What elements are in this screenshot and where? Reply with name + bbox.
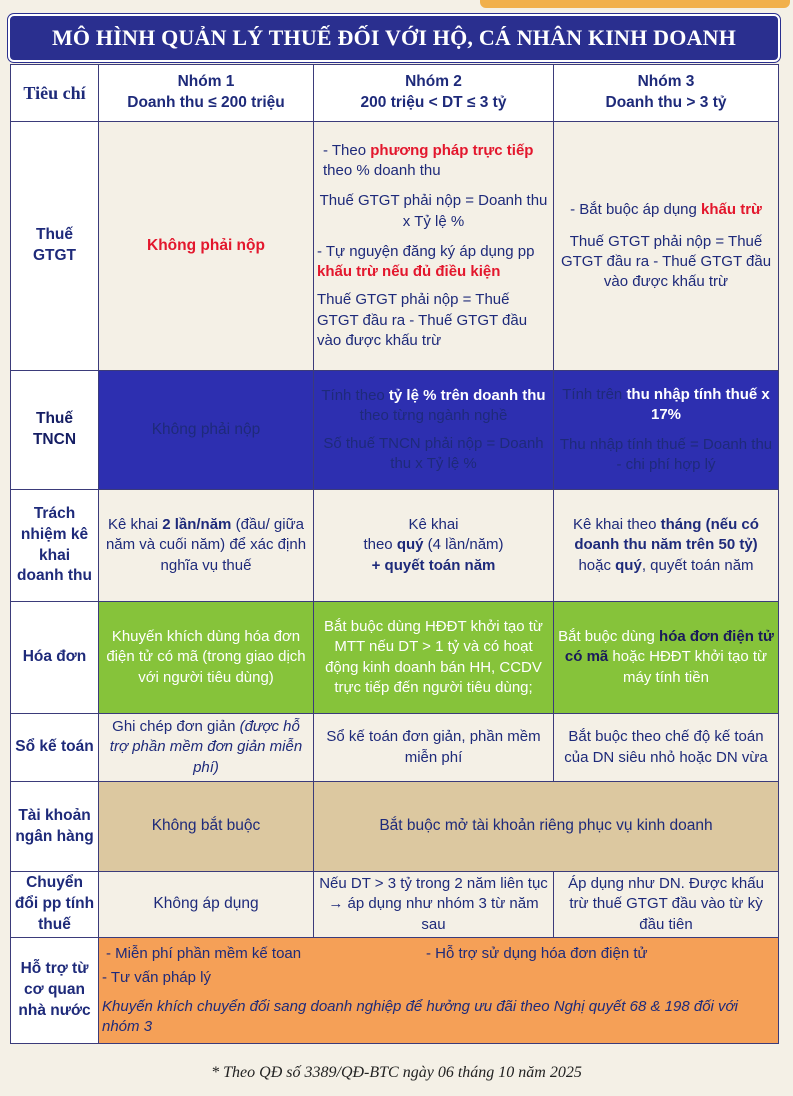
- header-row: [11, 65, 779, 122]
- header-group-2: Nhóm 2 200 triệu < DT ≤ 3 tỷ: [314, 65, 554, 122]
- support-item-2: - Hỗ trợ sử dụng hóa đơn điện tử: [426, 945, 648, 962]
- header-group-1: Nhóm 1 Doanh thu ≤ 200 triệu: [99, 65, 314, 122]
- row-books: [11, 714, 779, 782]
- support-item-1: - Miễn phí phần mềm kế toan: [106, 945, 302, 962]
- tax-model-table: [10, 64, 779, 1044]
- row-label-conversion: Chuyển đổi pp tính thuế: [11, 872, 99, 938]
- invoice-group-3: Bắt buộc dùng hóa đơn điện tử có mã hoặc HĐĐT khởi tạo từ máy tính tiền: [554, 602, 779, 714]
- vat-group-2: - Theo phương pháp trực tiếp theo % doanh thu Thuế GTGT phải nộp = Doanh thu x Tỷ lệ % - Tự nguyện đăng ký áp dụng pp khấu trừ nếu đủ điều kiện Thuế GTGT phải nộp = Thuế GTGT đầu ra - Thuế GTGT đầu vào được khấu trừ: [314, 122, 554, 371]
- invoice-group-1: Khuyến khích dùng hóa đơn điện tử có mã (trong giao dịch với người tiêu dùng): [99, 602, 314, 714]
- top-decoration-bar: [480, 0, 790, 8]
- conversion-group-3: Áp dụng như DN. Được khấu trừ thuế GTGT đầu vào từ kỳ đầu tiên: [554, 872, 779, 938]
- support-item-3: - Tư vấn pháp lý: [102, 969, 211, 987]
- vat-group-1: Không phải nộp: [99, 122, 314, 371]
- title-banner: [8, 14, 780, 62]
- books-group-2: Sổ kế toán đơn giản, phần mềm miễn phí: [314, 714, 554, 782]
- page-title: MÔ HÌNH QUẢN LÝ THUẾ ĐỐI VỚI HỘ, CÁ NHÂN KINH DOANH: [51, 25, 737, 50]
- row-vat: [11, 122, 779, 371]
- row-support: [11, 938, 779, 1044]
- row-label-books: Sổ kế toán: [11, 714, 99, 782]
- pit-group-3: Tính trên thu nhập tính thuế x 17% Thu nhập tính thuế = Doanh thu - chi phí hợp lý: [554, 371, 779, 490]
- pit-group-1: Không phải nộp: [99, 371, 314, 490]
- header-group-3: Nhóm 3 Doanh thu > 3 tỷ: [554, 65, 779, 122]
- books-group-3: Bắt buộc theo chế độ kế toán của DN siêu nhỏ hoặc DN vừa: [554, 714, 779, 782]
- row-label-support: Hỗ trợ từ cơ quan nhà nước: [11, 938, 99, 1044]
- support-content: [99, 938, 779, 1044]
- declaration-group-2: Kê khai theo quý (4 lần/năm) + quyết toán năm: [314, 490, 554, 602]
- conversion-group-2: Nếu DT > 3 tỷ trong 2 năm liên tục → áp dụng như nhóm 3 từ năm sau: [314, 872, 554, 938]
- row-label-declaration: Trách nhiệm kê khai doanh thu: [11, 490, 99, 602]
- row-label-bank-account: Tài khoản ngân hàng: [11, 782, 99, 872]
- conversion-group-1: Không áp dụng: [99, 872, 314, 938]
- vat-group-3: - Bắt buộc áp dụng khấu trừ Thuế GTGT phải nộp = Thuế GTGT đầu ra - Thuế GTGT đầu vào được khấu trừ: [554, 122, 779, 371]
- row-pit: [11, 371, 779, 490]
- books-group-1: Ghi chép đơn giản (được hỗ trợ phần mềm đơn giản miễn phí): [99, 714, 314, 782]
- row-label-vat: Thuế GTGT: [11, 122, 99, 371]
- row-conversion: [11, 872, 779, 938]
- pit-group-2: Tính theo tỷ lệ % trên doanh thu theo từng ngành nghề Số thuế TNCN phải nộp = Doanh thu x Tỷ lệ %: [314, 371, 554, 490]
- declaration-group-3: Kê khai theo tháng (nếu có doanh thu năm trên 50 tỷ) hoặc quý, quyết toán năm: [554, 490, 779, 602]
- bank-group-2-3: Bắt buộc mở tài khoản riêng phục vụ kinh doanh: [314, 782, 779, 872]
- footnote: * Theo QĐ số 3389/QĐ-BTC ngày 06 tháng 10 năm 2025: [211, 1064, 582, 1081]
- row-label-invoice: Hóa đơn: [11, 602, 99, 714]
- invoice-group-2: Bắt buộc dùng HĐĐT khởi tạo từ MTT nếu DT > 1 tỷ và có hoạt động kinh doanh bán HH, CCDV trực tiếp đến người tiêu dùng;: [314, 602, 554, 714]
- row-invoice: [11, 602, 779, 714]
- declaration-group-1: Kê khai 2 lần/năm (đầu/ giữa năm và cuối năm) để xác định nghĩa vụ thuế: [99, 490, 314, 602]
- row-label-pit: Thuế TNCN: [11, 371, 99, 490]
- row-declaration: [11, 490, 779, 602]
- support-item-4: Khuyến khích chuyển đổi sang doanh nghiệp để hưởng ưu đãi theo Nghị quyết 68 & 198 đối với nhóm 3: [102, 997, 738, 1035]
- bank-group-1: Không bắt buộc: [99, 782, 314, 872]
- header-criteria: Tiêu chí: [11, 65, 99, 122]
- row-bank-account: [11, 782, 779, 872]
